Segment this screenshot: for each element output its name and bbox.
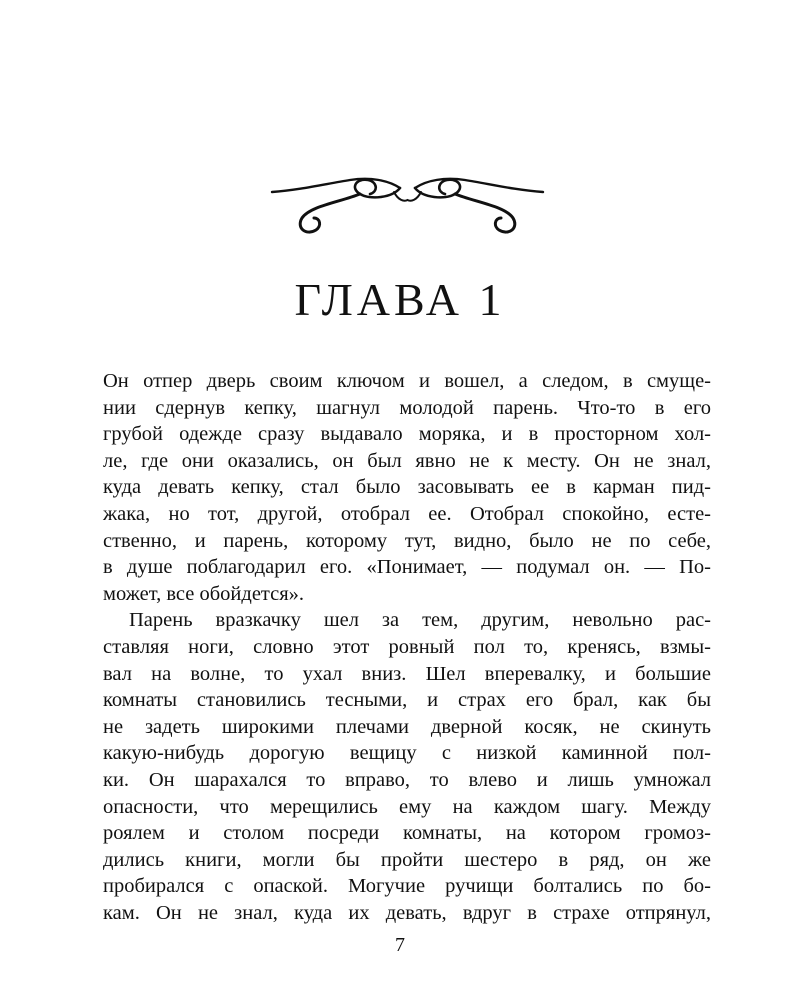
text-line: грубой одежде сразу выдавало моряка, и в просторном хол- — [103, 423, 711, 446]
text-line: ственно, и парень, которому тут, видно, было не по себе, — [103, 529, 711, 552]
text-line: кам. Он не знал, куда их девать, вдруг в страхе отпрянул, — [103, 901, 711, 924]
text-line: ки. Он шарахался то вправо, то влево и лишь умножал — [103, 768, 711, 791]
text-line: Он отпер дверь своим ключом и вошел, а следом, в смуще- — [103, 370, 711, 392]
text-line: жака, но тот, другой, отобрал ее. Отобрал спокойно, есте- — [103, 502, 711, 525]
text-line: не задеть широкими плечами дверной косяк, не скинуть — [103, 715, 711, 738]
text-line: роялем и столом посреди комнаты, на котором громоз- — [103, 822, 711, 845]
text-line: дились книги, могли бы пройти шестеро в ряд, он же — [103, 848, 711, 871]
text-line: комнаты становились тесными, и страх его брал, как бы — [103, 689, 711, 712]
text-line: какую-нибудь дорогую вещицу с низкой каминной пол- — [103, 742, 711, 765]
chapter-title: ГЛАВА 1 — [294, 274, 506, 325]
flourish-divider-icon — [270, 170, 545, 240]
text-line: нии сдернув кепку, шагнул молодой парень. Что-то в его — [103, 396, 711, 419]
text-line: вал на волне, то ухал вниз. Шел вперевалку, и большие — [103, 662, 711, 685]
text-line: куда девать кепку, стал было засовывать ее в карман пид- — [103, 476, 711, 499]
body-text — [103, 368, 711, 926]
text-line: ле, где они оказались, он был явно не к месту. Он не знал, — [103, 449, 711, 472]
text-line: Парень вразкачку шел за тем, другим, невольно рас- — [129, 609, 711, 632]
text-line: опасности, что мерещились ему на каждом шагу. Между — [103, 795, 711, 818]
text-line: в душе поблагодарил его. «Понимает, — подумал он. — По- — [103, 556, 711, 579]
page-number: 7 — [395, 934, 405, 956]
text-line: пробирался с опаской. Могучие ручищи болтались по бо- — [103, 875, 711, 898]
text-line: может, все обойдется». — [103, 582, 305, 605]
text-line: ставляя ноги, словно этот ровный пол то, кренясь, взмы- — [103, 635, 711, 658]
